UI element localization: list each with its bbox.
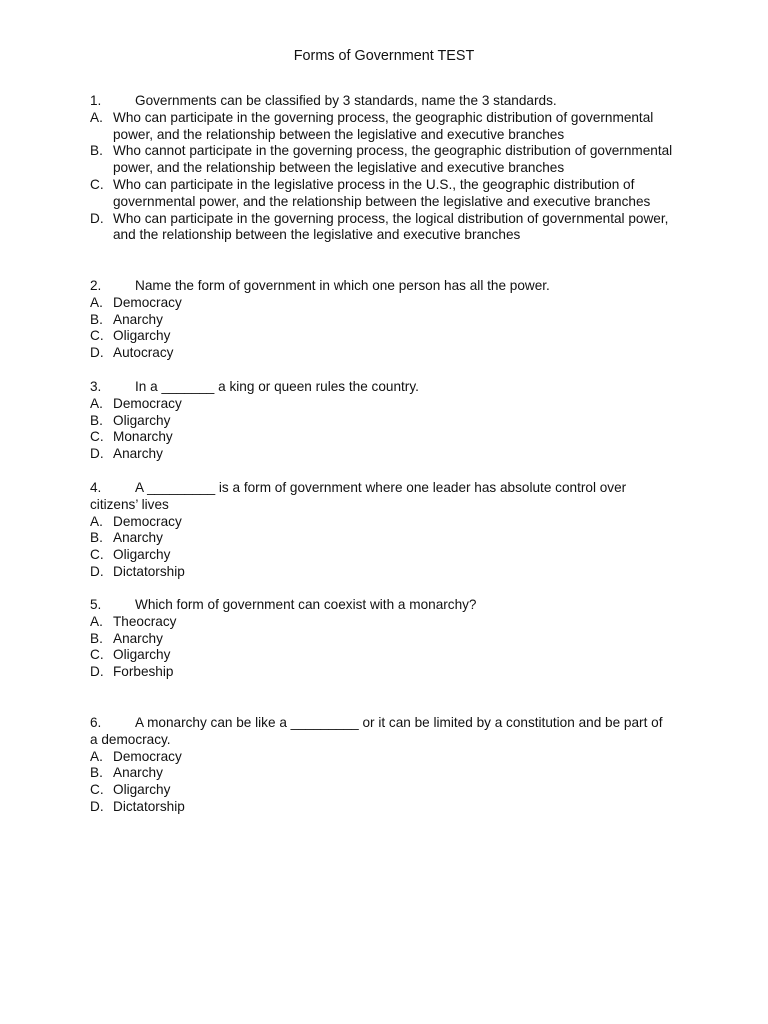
question-stem [90, 278, 690, 295]
question-stem [90, 379, 690, 396]
question-stem-continued: a democracy. [90, 731, 171, 747]
answer-option-b [90, 143, 690, 177]
option-letter: B. [90, 530, 103, 546]
question-text: A monarchy can be like a _________ or it can be limited by a constitution and be part of [135, 715, 663, 730]
option-text: Who can participate in the legislative process in the U.S., the geographic distribution of governmental power, and the relationship between the legislative and executive branches [113, 176, 651, 209]
question-5 [90, 597, 690, 681]
question-2 [90, 278, 690, 362]
option-text: Monarchy [113, 429, 173, 445]
answer-option-b [90, 530, 690, 547]
option-text: Anarchy [113, 765, 163, 781]
option-letter: C. [90, 547, 104, 563]
option-letter: B. [90, 311, 103, 327]
answer-option-c [90, 782, 690, 799]
answer-option-d [90, 664, 690, 681]
answer-option-a [90, 295, 690, 312]
option-text: Oligarchy [113, 412, 171, 428]
question-text: Which form of government can coexist with a monarchy? [135, 597, 477, 612]
option-text: Oligarchy [113, 782, 171, 798]
question-3 [90, 379, 690, 463]
option-letter: B. [90, 143, 103, 159]
option-letter: A. [90, 613, 103, 629]
question-stem [90, 93, 690, 110]
option-letter: B. [90, 630, 103, 646]
option-letter: C. [90, 176, 104, 192]
option-text: Oligarchy [113, 647, 171, 663]
question-4 [90, 480, 690, 581]
option-text: Anarchy [113, 530, 163, 546]
option-text: Democracy [113, 395, 182, 411]
option-text: Anarchy [113, 311, 163, 327]
question-6 [90, 715, 690, 816]
option-text: Who can participate in the governing process, the geographic distribution of governmental power, and the relationship between the legislative and executive branches [113, 109, 654, 142]
question-number: 1. [90, 93, 102, 108]
option-letter: C. [90, 647, 104, 663]
question-stem-continued: citizens’ lives [90, 496, 169, 512]
answer-option-b [90, 413, 690, 430]
question-text: Name the form of government in which one person has all the power. [135, 278, 550, 293]
answer-option-c [90, 547, 690, 564]
option-text: Forbeship [113, 664, 174, 680]
option-letter: A. [90, 395, 103, 411]
question-number: 2. [90, 278, 102, 293]
option-text: Democracy [113, 748, 182, 764]
option-letter: D. [90, 446, 104, 462]
question-stem [90, 597, 690, 614]
option-text: Who can participate in the governing process, the logical distribution of governmental power, and the relationship between the legislative and executive branches [113, 210, 669, 243]
option-letter: C. [90, 429, 104, 445]
option-letter: D. [90, 664, 104, 680]
question-number: 4. [90, 480, 102, 495]
option-letter: D. [90, 345, 104, 361]
option-text: Theocracy [113, 613, 177, 629]
option-letter: B. [90, 765, 103, 781]
option-letter: D. [90, 798, 104, 814]
answer-option-a [90, 110, 690, 144]
option-letter: B. [90, 412, 103, 428]
answer-option-d [90, 345, 690, 362]
answer-option-a [90, 514, 690, 531]
question-text: A _________ is a form of government where one leader has absolute control over [135, 480, 627, 495]
option-text: Oligarchy [113, 328, 171, 344]
option-text: Democracy [113, 513, 182, 529]
option-letter: C. [90, 782, 104, 798]
option-letter: C. [90, 328, 104, 344]
question-text: Governments can be classified by 3 standards, name the 3 standards. [135, 93, 557, 108]
option-letter: A. [90, 748, 103, 764]
answer-option-a [90, 749, 690, 766]
answer-option-b [90, 765, 690, 782]
option-text: Who cannot participate in the governing process, the geographic distribution of governmental power, and the relationship between the legislative and executive branches [113, 143, 673, 176]
question-number: 5. [90, 597, 102, 612]
document-title: Forms of Government TEST [293, 48, 475, 64]
option-letter: D. [90, 563, 104, 579]
option-text: Autocracy [113, 345, 174, 361]
question-number: 6. [90, 715, 102, 730]
answer-option-d [90, 446, 690, 463]
answer-option-d [90, 564, 690, 581]
option-letter: A. [90, 109, 103, 125]
answer-option-d [90, 799, 690, 816]
answer-option-a [90, 396, 690, 413]
option-text: Democracy [113, 294, 182, 310]
question-stem [90, 480, 690, 497]
answer-option-c [90, 177, 690, 211]
answer-option-a [90, 614, 690, 631]
answer-option-c [90, 429, 690, 446]
answer-option-c [90, 647, 690, 664]
question-1 [90, 93, 690, 244]
answer-option-b [90, 631, 690, 648]
answer-option-c [90, 328, 690, 345]
option-letter: A. [90, 513, 103, 529]
answer-option-b [90, 312, 690, 329]
question-number: 3. [90, 379, 102, 394]
answer-option-d [90, 211, 690, 245]
question-text: In a _______ a king or queen rules the country. [135, 379, 419, 394]
option-text: Anarchy [113, 630, 163, 646]
option-text: Dictatorship [113, 798, 185, 814]
option-text: Oligarchy [113, 547, 171, 563]
option-text: Dictatorship [113, 563, 185, 579]
option-letter: A. [90, 294, 103, 310]
question-stem [90, 715, 690, 732]
option-letter: D. [90, 210, 104, 226]
option-text: Anarchy [113, 446, 163, 462]
